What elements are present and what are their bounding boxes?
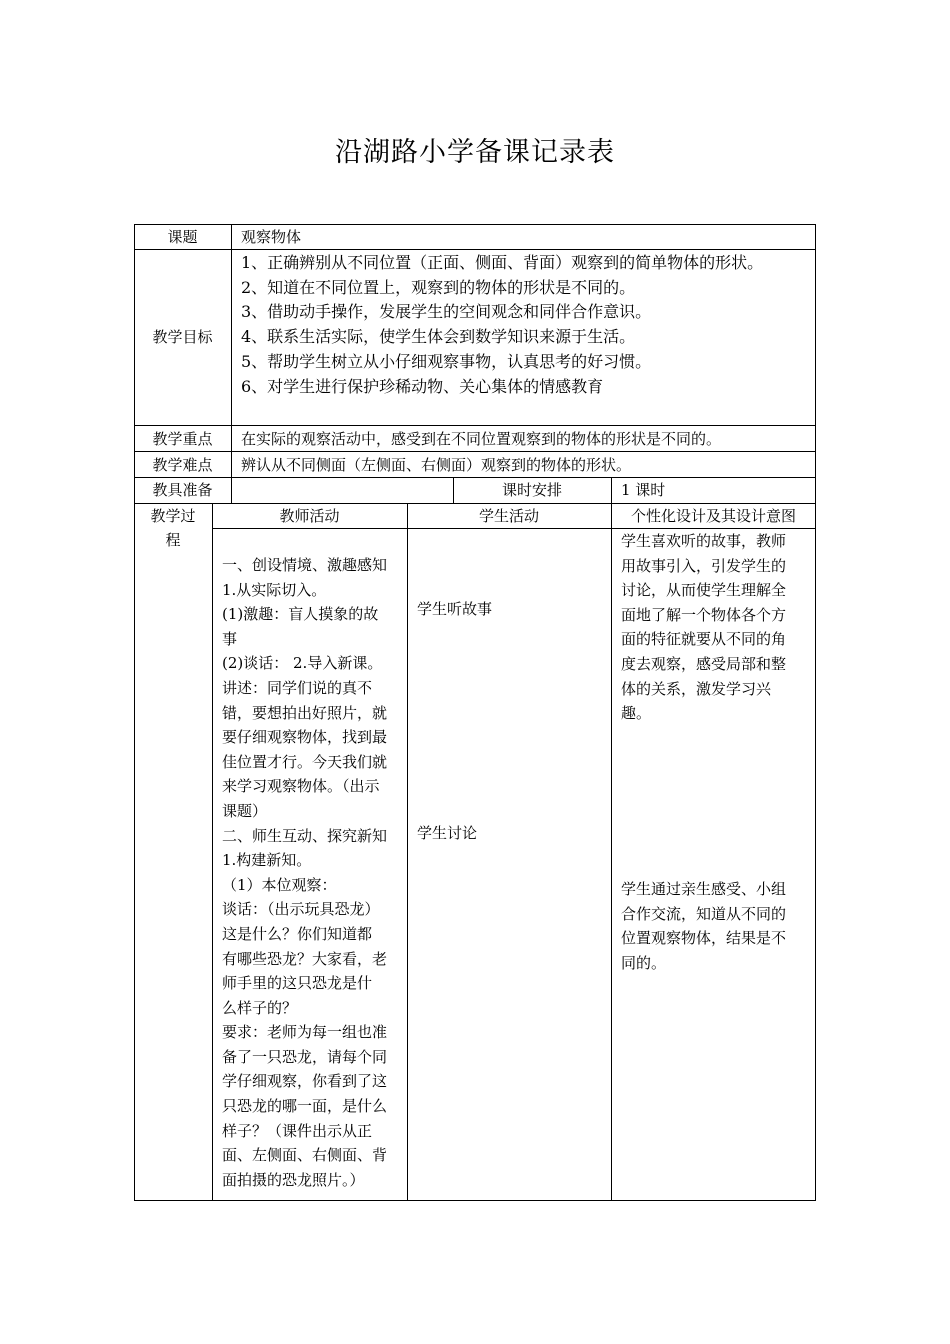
teacher-line: 面、左侧面、右侧面、背: [222, 1146, 388, 1165]
design-line: 趣。: [621, 704, 652, 723]
teacher-line: 学仔细观察，你看到了这: [222, 1072, 388, 1091]
row-divider: [134, 451, 816, 452]
teacher-line: (1)激趣：盲人摸象的故: [222, 605, 379, 624]
teacher-line: 事: [222, 629, 238, 648]
teacher-line: 这是什么？你们知道都: [222, 924, 373, 943]
process-label-line: 程: [165, 531, 181, 549]
difficulty-value: 辨认从不同侧面（左侧面、右侧面）观察到的物体的形状。: [241, 456, 632, 474]
goals-label: 教学目标: [152, 328, 213, 346]
teacher-line: 要求：老师为每一组也准: [222, 1023, 388, 1042]
difficulty-label: 教学难点: [152, 456, 213, 474]
teacher-line: 来学习观察物体。（出示: [222, 777, 380, 796]
teacher-line: 错，要想拍出好照片，就: [222, 703, 388, 722]
teacher-line: 课题）: [222, 801, 268, 820]
teacher-line: 样子？（课件出示从正: [222, 1121, 373, 1140]
page-title: 沿湖路小学备课记录表: [335, 137, 615, 168]
design-line: 同的。: [621, 953, 667, 972]
teacher-line: 要仔细观察物体，找到最: [222, 728, 388, 747]
design-line: 学生通过亲生感受、小组: [621, 880, 787, 898]
process-label: [134, 504, 212, 552]
teacher-line: 讲述：同学们说的真不: [222, 678, 373, 697]
design-intent-header: 个性化设计及其设计意图: [630, 507, 796, 525]
teacher-activity-text: [222, 553, 404, 1192]
row-divider: [134, 249, 816, 250]
row-divider: [134, 425, 816, 426]
tools-label: 教具准备: [152, 481, 213, 499]
teacher-line: 佳位置才行。今天我们就: [222, 752, 388, 771]
design-line: 讨论，从而使学生理解全: [621, 581, 787, 600]
teacher-line: 1.从实际切入。: [222, 580, 327, 599]
col-divider: [611, 477, 612, 1201]
topic-value: 观察物体: [241, 228, 302, 246]
design-line: 位置观察物体，结果是不: [621, 929, 787, 948]
teacher-line: 备了一只恐龙，请每个同: [222, 1047, 388, 1066]
design-line: 面的特征就要从不同的角: [621, 630, 787, 649]
col-divider: [212, 503, 213, 1201]
teacher-activity-header: 教师活动: [279, 507, 340, 525]
design-intent-1: [621, 529, 813, 726]
teacher-line: (2)谈话： 2.导入新课。: [222, 654, 383, 673]
key-point-value: 在实际的观察活动中，感受到在不同位置观察到的物体的形状是不同的。: [241, 430, 722, 448]
teacher-line: 二、师生互动、探究新知: [222, 826, 388, 845]
schedule-value: 1 课时: [621, 481, 666, 499]
goal-item: 1、正确辨别从不同位置（正面、侧面、背面）观察到的简单物体的形状。: [241, 253, 764, 272]
key-point-label: 教学重点: [152, 430, 213, 448]
design-line: 学生喜欢听的故事，教师: [621, 532, 787, 550]
teacher-line: 一、创设情境、激趣感知: [222, 556, 388, 574]
teacher-line: 有哪些恐龙？大家看，老: [222, 949, 388, 968]
design-line: 体的关系，激发学习兴: [621, 679, 772, 698]
student-activity-header: 学生活动: [478, 507, 539, 525]
teacher-line: 谈话：（出示玩具恐龙）: [222, 900, 380, 919]
design-line: 合作交流，知道从不同的: [621, 904, 787, 923]
teacher-line: 么样子的？: [222, 998, 298, 1017]
teacher-line: 1.构建新知。: [222, 851, 312, 870]
teacher-line: 只恐龙的哪一面，是什么: [222, 1097, 388, 1116]
student-activity-2: 学生讨论: [417, 824, 478, 842]
design-line: 用故事引入，引发学生的: [621, 556, 787, 575]
goal-item: 4、联系生活实际，使学生体会到数学知识来源于生活。: [241, 327, 636, 347]
teacher-line: 师手里的这只恐龙是什: [222, 974, 373, 993]
design-line: 度去观察，感受局部和整: [621, 654, 787, 673]
col-divider: [407, 503, 408, 1201]
teacher-line: （1）本位观察：: [222, 875, 337, 894]
teacher-line: 面拍摄的恐龙照片。）: [222, 1170, 365, 1189]
goals-list: [241, 251, 811, 399]
design-intent-2: [621, 877, 813, 975]
goal-item: 5、帮助学生树立从小仔细观察事物，认真思考的好习惯。: [241, 351, 652, 371]
topic-label: 课题: [167, 228, 198, 246]
goal-item: 2、知道在不同位置上，观察到的物体的形状是不同的。: [241, 277, 636, 297]
goal-item: 6、对学生进行保护珍稀动物、关心集体的情感教育: [241, 376, 604, 396]
col-divider: [231, 224, 232, 503]
design-line: 面地了解一个物体各个方: [621, 605, 787, 624]
goal-item: 3、借助动手操作，发展学生的空间观念和同伴合作意识。: [241, 302, 652, 322]
schedule-label: 课时安排: [501, 481, 562, 499]
student-activity-1: 学生听故事: [417, 600, 493, 618]
process-label-line: 教学过: [150, 507, 196, 525]
